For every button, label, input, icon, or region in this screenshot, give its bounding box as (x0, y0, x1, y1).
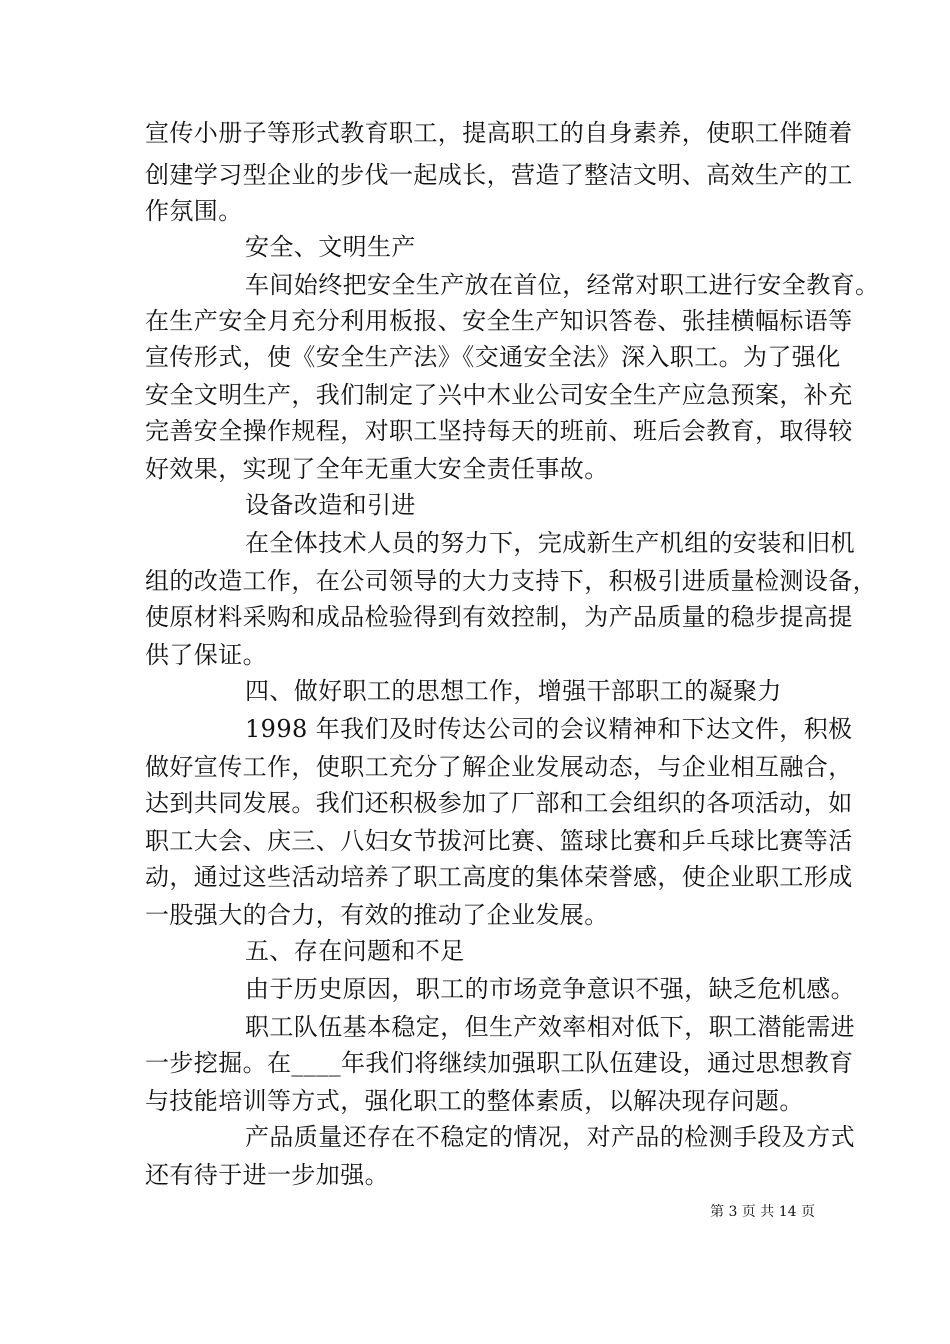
body-line: 还有待于进一步加强。 (145, 1161, 389, 1189)
body-line: 组的改造工作，在公司领导的大力支持下，积极引进质量检测设备， (145, 567, 877, 595)
body-line: 做好宣传工作，使职工充分了解企业发展动态，与企业相互融合， (145, 753, 853, 781)
section-heading: 安全、文明生产 (245, 233, 416, 261)
body-line: 一股强大的合力，有效的推动了企业发展。 (145, 901, 609, 929)
body-line: 达到共同发展。我们还积极参加了厂部和工会组织的各项活动，如 (145, 789, 853, 817)
body-line: 完善安全操作规程，对职工坚持每天的班前、班后会教育，取得较 (145, 417, 853, 445)
body-line: 产品质量还存在不稳定的情况，对产品的检测手段及方式 (245, 1123, 855, 1151)
body-line: 供了保证。 (145, 641, 267, 669)
body-line: 职工队伍基本稳定，但生产效率相对低下，职工潜能需进 (245, 1013, 855, 1041)
body-line: 1998 年我们及时传达公司的会议精神和下达文件，积极 (245, 715, 853, 743)
body-line: 好效果，实现了全年无重大安全责任事故。 (145, 455, 609, 483)
body-line: 职工大会、庆三、八妇女节拔河比赛、篮球比赛和乒乓球比赛等活 (145, 827, 853, 855)
body-line: 与技能培训等方式，强化职工的整体素质，以解决现存问题。 (145, 1087, 804, 1115)
body-line: 由于历史原因，职工的市场竞争意识不强，缺乏危机感。 (245, 975, 855, 1003)
body-line: 动，通过这些活动培养了职工高度的集体荣誉感，使企业职工形成 (145, 863, 853, 891)
page-number-footer: 第 3 页 共 14 页 (710, 1204, 815, 1220)
body-line: 宣传小册子等形式教育职工，提高职工的自身素养，使职工伴随着 (145, 119, 853, 147)
body-line: 一步挖掘。在____年我们将继续加强职工队伍建设，通过思想教育 (145, 1049, 854, 1077)
body-line: 车间始终把安全生产放在首位，经常对职工进行安全教育。 (245, 271, 880, 299)
body-line: 创建学习型企业的步伐一起成长，营造了整洁文明、高效生产的工 (145, 161, 853, 189)
body-line: 安全文明生产，我们制定了兴中木业公司安全生产应急预案，补充 (145, 381, 853, 409)
body-line: 在全体技术人员的努力下，完成新生产机组的安装和旧机 (245, 529, 855, 557)
section-heading: 设备改造和引进 (245, 491, 416, 519)
body-line: 使原材料采购和成品检验得到有效控制，为产品质量的稳步提高提 (145, 603, 853, 631)
body-line: 宣传形式，使《安全生产法》《交通安全法》深入职工。为了强化 (145, 343, 841, 371)
section-heading: 五、存在问题和不足 (245, 937, 465, 965)
section-heading: 四、做好职工的思想工作，增强干部职工的凝聚力 (245, 677, 782, 705)
body-line: 作氛围。 (145, 197, 243, 225)
body-line: 在生产安全月充分利用板报、安全生产知识答卷、张挂横幅标语等 (145, 307, 853, 335)
